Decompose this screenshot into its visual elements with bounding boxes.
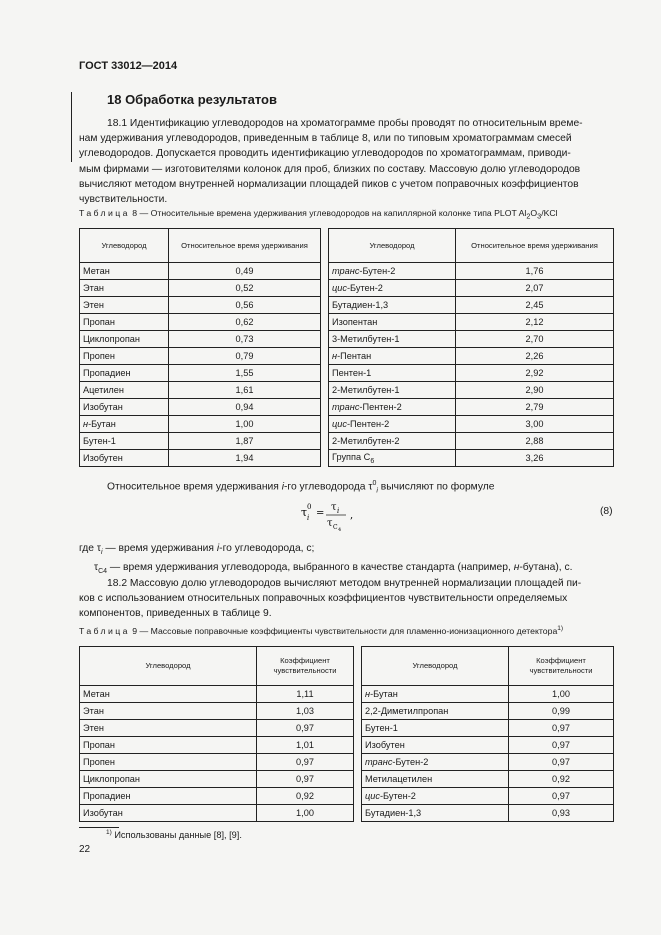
cell-name: цис-Бутен-2	[362, 788, 509, 805]
svg-text:i: i	[307, 514, 310, 522]
paragraph-line: 18.2 Массовую долю углеводородов вычисляют методом внутренней нормализации площадей пи-	[107, 578, 582, 589]
cell-name: Изопентан	[329, 314, 456, 331]
cell-name: Этан	[80, 280, 169, 297]
cell-name: Метан	[80, 686, 257, 703]
cell-value: 2,70	[456, 331, 614, 348]
svg-text:0: 0	[307, 503, 312, 511]
table-row	[80, 737, 614, 754]
caption-sub: 3	[537, 211, 542, 221]
cell-name: 2,2-Диметилпропан	[362, 703, 509, 720]
cell-value: 1,03	[257, 703, 354, 720]
paragraph-18-2	[79, 576, 614, 622]
svg-text:C: C	[333, 524, 338, 531]
cell-name: Пентен-1	[329, 365, 456, 382]
caption-mid: O	[530, 208, 538, 218]
caption-sup: 1)	[557, 625, 564, 632]
cell-value: 2,92	[456, 365, 614, 382]
cell-name: н-Бутан	[362, 686, 509, 703]
cell-name: Ацетилен	[80, 382, 169, 399]
cell-value: 2,90	[456, 382, 614, 399]
cell-value: 1,01	[257, 737, 354, 754]
svg-text:τ: τ	[331, 502, 337, 513]
cell-name: цис-Бутен-2	[329, 280, 456, 297]
cell-name: Этан	[80, 703, 257, 720]
table-9	[79, 646, 614, 822]
formula-where: где $\tau_i$ — время удерживания i-го углеводорода, с; $\tau_{C4}$ — время удерживания углеводорода, выбранного в качестве стандарта (например, н-бутана), с.	[79, 543, 573, 576]
table-row	[80, 280, 614, 297]
table-8	[79, 228, 614, 467]
svg-text:=: =	[316, 508, 325, 519]
cell-name: Пропадиен	[80, 365, 169, 382]
cell-value: 0,97	[509, 720, 614, 737]
cell-value: 2,07	[456, 280, 614, 297]
paragraph-line: чувствительности.	[79, 194, 168, 206]
col-header: Углеводород	[329, 229, 456, 263]
col-header: Относительное время удерживания	[169, 229, 321, 263]
cell-value: 3,26	[456, 450, 614, 467]
cell-name: 3-Метилбутен-1	[329, 331, 456, 348]
cell-name: н-Пентан	[329, 348, 456, 365]
cell-name: транс-Пентен-2	[329, 399, 456, 416]
cell-name: Бутадиен-1,3	[362, 805, 509, 822]
cell-name: Пропан	[80, 737, 257, 754]
cell-name: Пропадиен	[80, 788, 257, 805]
svg-text:i: i	[337, 507, 340, 515]
cell-value: 2,26	[456, 348, 614, 365]
cell-name: цис-Пентен-2	[329, 416, 456, 433]
cell-value: 0,97	[257, 754, 354, 771]
cell-value: 0,92	[257, 788, 354, 805]
cell-value: 0,92	[509, 771, 614, 788]
table-row	[80, 382, 614, 399]
table-row	[80, 314, 614, 331]
cell-name: Изобутен	[362, 737, 509, 754]
svg-text:4: 4	[338, 527, 342, 532]
col-header: Коэффициент чувствительности	[257, 647, 354, 686]
cell-name: Метан	[80, 263, 169, 280]
cell-value: 0,97	[257, 771, 354, 788]
table-row	[80, 416, 614, 433]
page-number: 22	[79, 844, 91, 855]
paragraph-line: нам удерживания углеводородов, приведенным в таблице 8, или по типовым хроматограммам смесей	[79, 133, 572, 145]
table-row	[80, 365, 614, 382]
col-header: Углеводород	[80, 647, 257, 686]
table8-caption	[79, 208, 558, 221]
cell-name: Этен	[80, 720, 257, 737]
document-header: ГОСТ 33012—2014	[79, 60, 178, 72]
cell-value: 1,61	[169, 382, 321, 399]
table-row	[80, 433, 614, 450]
cell-value: 1,00	[169, 416, 321, 433]
cell-name: 2-Метилбутен-1	[329, 382, 456, 399]
cell-value: 3,00	[456, 416, 614, 433]
table-row	[80, 720, 614, 737]
cell-value: 2,45	[456, 297, 614, 314]
cell-name: Бутен-1	[80, 433, 169, 450]
cell-value: 1,55	[169, 365, 321, 382]
caption-text: 9 — Массовые поправочные коэффициенты чувствительности для пламенно-ионизационного детектора	[132, 625, 558, 636]
formula-intro: Относительное время удерживания i-го углеводорода $\tau^0_i$ вычисляют по формуле	[107, 480, 495, 495]
col-header: Углеводород	[362, 647, 509, 686]
cell-value: 1,00	[257, 805, 354, 822]
cell-value: 1,87	[169, 433, 321, 450]
formula-lhs: τ	[301, 506, 308, 519]
table-row	[80, 450, 614, 467]
cell-name: транс-Бутен-2	[362, 754, 509, 771]
caption-text: 8 — Относительные времена удерживания углеводородов на капиллярной колонке типа PLOT Al	[132, 208, 527, 218]
cell-name: Циклопропан	[80, 771, 257, 788]
paragraph-line: мым фирмами — изготовителями колонок для проб, близких по составу. Массовую долю углеводородов	[79, 163, 581, 175]
paragraph-line: 18.1 Идентификацию углеводородов на хроматограмме пробы проводят по относительным време-	[107, 118, 583, 129]
cell-name: Бутадиен-1,3	[329, 297, 456, 314]
cell-value: 0,56	[169, 297, 321, 314]
paragraph-line: вычисляют методом внутренней нормализации площадей пиков с учетом поправочных коэффициентов	[79, 178, 579, 190]
cell-value: 0,97	[257, 720, 354, 737]
paragraph-18-1	[79, 116, 614, 207]
table-row	[80, 686, 614, 703]
cell-value: 0,93	[509, 805, 614, 822]
col-header: Коэффициент чувствительности	[509, 647, 614, 686]
caption-label: Таблица	[79, 208, 130, 218]
cell-name: 2-Метилбутен-2	[329, 433, 456, 450]
paragraph-line: углеводородов. Допускается проводить идентификацию углеводородов по хроматограммам, приводи-	[79, 148, 571, 160]
table-row	[80, 263, 614, 280]
table-row	[80, 788, 614, 805]
table-row	[80, 703, 614, 720]
cell-value: 2,79	[456, 399, 614, 416]
cell-value: 1,94	[169, 450, 321, 467]
cell-name: Метилацетилен	[362, 771, 509, 788]
footnote-rule	[79, 827, 119, 828]
table-row	[80, 297, 614, 314]
cell-value: 2,88	[456, 433, 614, 450]
cell-value: 0,73	[169, 331, 321, 348]
cell-name: Группа $C_6$	[329, 450, 456, 467]
svg-text:,: ,	[350, 510, 354, 521]
table-row	[80, 348, 614, 365]
cell-name: Бутен-1	[362, 720, 509, 737]
cell-value: 2,12	[456, 314, 614, 331]
table-row	[80, 771, 614, 788]
section-title: 18 Обработка результатов	[107, 92, 277, 107]
cell-name: Этен	[80, 297, 169, 314]
paragraph-line: ков с использованием относительных поправочных коэффициентов чувствительности определяемых	[79, 593, 568, 605]
cell-name: Пропен	[80, 348, 169, 365]
paragraph-line: компонентов, приведенных в таблице 9.	[79, 608, 272, 620]
cell-name: н-Бутан	[80, 416, 169, 433]
cell-name: Изобутан	[80, 805, 257, 822]
cell-value: 1,76	[456, 263, 614, 280]
formula-number: (8)	[600, 506, 613, 517]
svg-text:τ: τ	[327, 518, 333, 529]
cell-value: 0,49	[169, 263, 321, 280]
margin-rule	[71, 92, 72, 162]
cell-name: транс-Бутен-2	[329, 263, 456, 280]
footnote: $^{1)}$ Использованы данные [8], [9].	[106, 829, 242, 841]
cell-value: 0,62	[169, 314, 321, 331]
cell-value: 1,11	[257, 686, 354, 703]
cell-value: 0,97	[509, 754, 614, 771]
cell-value: 0,79	[169, 348, 321, 365]
cell-name: Изобутен	[80, 450, 169, 467]
col-header: Относительное время удерживания	[456, 229, 614, 263]
cell-name: Пропен	[80, 754, 257, 771]
cell-name: Изобутан	[80, 399, 169, 416]
formula-8	[290, 498, 370, 532]
cell-value: 1,00	[509, 686, 614, 703]
cell-value: 0,52	[169, 280, 321, 297]
cell-value: 0,97	[509, 788, 614, 805]
caption-label: Таблица	[79, 625, 130, 636]
cell-name: Пропан	[80, 314, 169, 331]
caption-sub: 2	[526, 211, 531, 221]
cell-name: Циклопропан	[80, 331, 169, 348]
cell-value: 0,94	[169, 399, 321, 416]
cell-value: 0,97	[509, 737, 614, 754]
caption-end: /KCl	[541, 208, 558, 218]
table9-caption	[79, 625, 563, 636]
col-header: Углеводород	[80, 229, 169, 263]
cell-value: 0,99	[509, 703, 614, 720]
table-row	[80, 399, 614, 416]
table-row	[80, 331, 614, 348]
table-row	[80, 805, 614, 822]
table-row	[80, 754, 614, 771]
